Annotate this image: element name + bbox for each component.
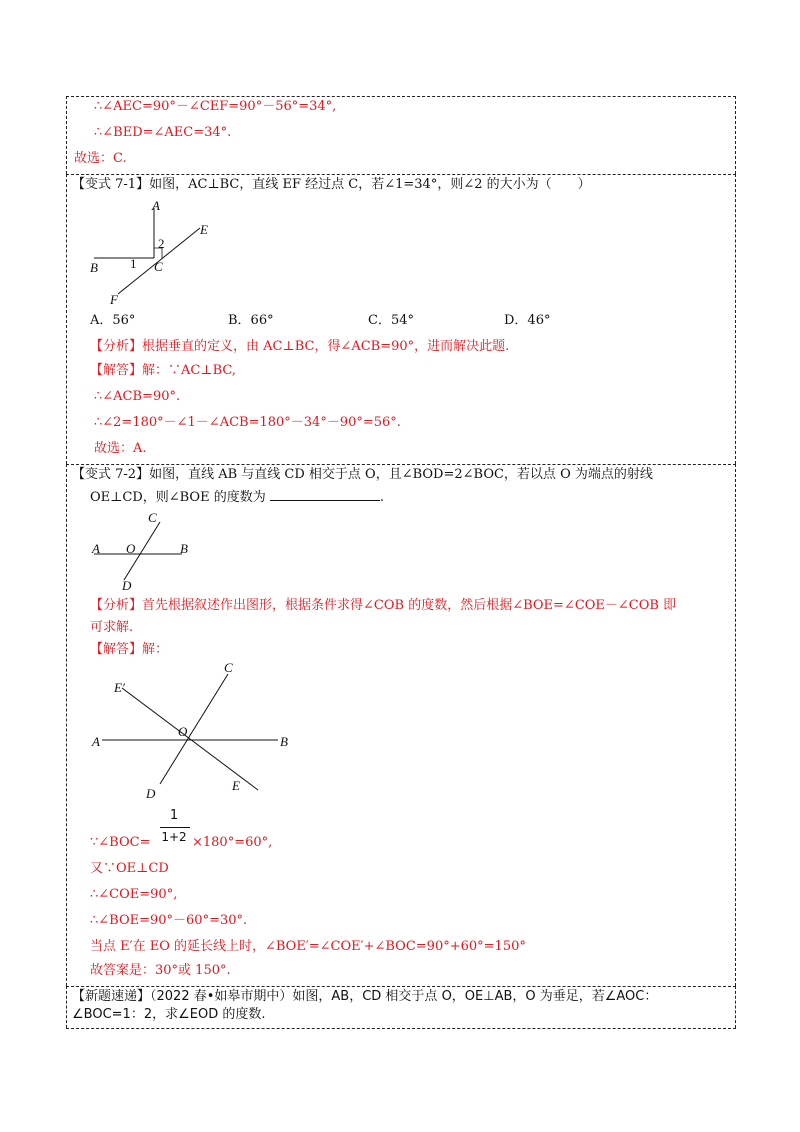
- variant71-solution: [90, 362, 236, 380]
- block1-answer: 故选：C.: [74, 151, 127, 166]
- solution-line-2: ∴∠ACB=90°.: [94, 389, 181, 404]
- analysis72-text-1: 首先根据叙述作出图形，根据条件求得∠COB 的度数，然后根据∠BOE=∠COE－∠COB 即: [142, 598, 677, 613]
- newq-line-2: ∠BOC=1：2，求∠EOD 的度数.: [72, 1007, 266, 1022]
- option-a: A．56°: [90, 313, 136, 328]
- line-coe: ∴∠COE=90°,: [90, 887, 178, 902]
- fig71-label-C: C: [154, 259, 163, 274]
- frame-top: [66, 96, 736, 97]
- option-d: D．46°: [504, 313, 551, 328]
- line-boc-post: ×180°=60°,: [192, 835, 273, 850]
- variant72-tag: 【变式 7-2】: [72, 467, 150, 482]
- fraction-bar: [160, 827, 190, 828]
- fig71-label-B: B: [90, 260, 98, 275]
- block1-line1: ∴∠AEC=90°－∠CEF=90°－56°=34°,: [94, 99, 337, 114]
- variant72-question-row2: [90, 488, 384, 507]
- variant72-analysis-row1: [90, 597, 676, 615]
- fig72a-label-C: C: [148, 510, 157, 525]
- solution-tag: 【解答】: [90, 363, 143, 378]
- fig71-label-F: F: [110, 292, 118, 306]
- block1-line2: ∴∠BED=∠AEC=34°.: [94, 125, 232, 140]
- fig71-label-E: E: [200, 222, 208, 237]
- newq-tag: 【新题速递】: [72, 989, 151, 1004]
- solution-line-1: 解：∵AC⊥BC,: [142, 363, 236, 378]
- fig72b-label-O: O: [178, 724, 188, 739]
- fig72a-label-O: O: [126, 541, 136, 556]
- solution-line-3: ∴∠2=180°－∠1－∠ACB=180°－34°－90°=56°.: [94, 415, 401, 430]
- newq-line-1: （2022 春•如皋市期中）如图，AB，CD 相交于点 O，OE⊥AB，O 为垂足，若∠AOC：: [150, 989, 658, 1004]
- variant72-figure1: [86, 506, 206, 592]
- analysis72-text-2: 可求解.: [90, 620, 134, 635]
- line-boe: ∴∠BOE=90°－60°=30°.: [90, 913, 248, 928]
- variant71-analysis: [90, 338, 509, 356]
- fig71-label-1: 1: [130, 256, 137, 271]
- fig71-label-2: 2: [158, 236, 165, 251]
- variant72-question-2: OE⊥CD，则∠BOE 的度数为: [90, 490, 266, 505]
- line-oe-perp: 又∵OE⊥CD: [90, 861, 169, 876]
- fig72b-label-E1: E′: [114, 680, 125, 695]
- option-b: B．66°: [228, 313, 274, 328]
- fraction-numerator: 1: [169, 808, 179, 823]
- analysis-tag: 【分析】: [90, 339, 143, 354]
- fig72a-label-D: D: [122, 578, 132, 592]
- line-boc-pre: ∵∠BOC=: [90, 835, 151, 850]
- newq-row1: [72, 988, 657, 1006]
- option-c: C．54°: [368, 313, 414, 328]
- variant71-figure: [86, 196, 226, 306]
- line-extension: 当点 E′在 EO 的延长线上时，∠BOE′=∠COE′+∠BOC=90°+60°=150°: [90, 939, 526, 954]
- frame-bottom: [66, 1028, 736, 1029]
- fig72b-label-B: B: [280, 734, 288, 749]
- solution72-start: 解：: [142, 642, 169, 657]
- answer-blank: [270, 488, 380, 501]
- fraction-denominator: 1+2: [161, 830, 187, 844]
- fig72b-label-C: C: [224, 660, 233, 675]
- variant72-question-1: 如图，直线 AB 与直线 CD 相交于点 O，且∠BOD=2∠BOC，若以点 O 为端点的射线: [149, 467, 653, 482]
- variant71-tag: 【变式 7-1】: [72, 177, 150, 192]
- variant72-question-row1: [72, 466, 653, 484]
- variant71-answer: 故选：A.: [94, 441, 147, 456]
- fig71-label-A: A: [152, 198, 160, 213]
- analysis72-tag: 【分析】: [90, 598, 143, 613]
- variant72-answer: 故答案是：30°或 150°.: [90, 963, 231, 978]
- fig72b-label-E: E: [232, 778, 240, 793]
- fig72a-label-A: A: [92, 541, 100, 556]
- fig72b-label-A: A: [92, 734, 100, 749]
- variant72-solution-row: [90, 641, 168, 659]
- analysis-text: 根据垂直的定义，由 AC⊥BC，得∠ACB=90°，进而解决此题.: [142, 339, 510, 354]
- solution72-tag: 【解答】: [90, 642, 143, 657]
- variant71-question-row: [72, 176, 591, 194]
- fig72b-label-D: D: [146, 786, 156, 800]
- question-end: .: [379, 490, 384, 505]
- fig72a-label-B: B: [180, 541, 188, 556]
- variant71-question: 如图，AC⊥BC，直线 EF 经过点 C，若∠1=34°，则∠2 的大小为（ ）: [149, 177, 591, 192]
- variant72-figure2: [86, 660, 306, 800]
